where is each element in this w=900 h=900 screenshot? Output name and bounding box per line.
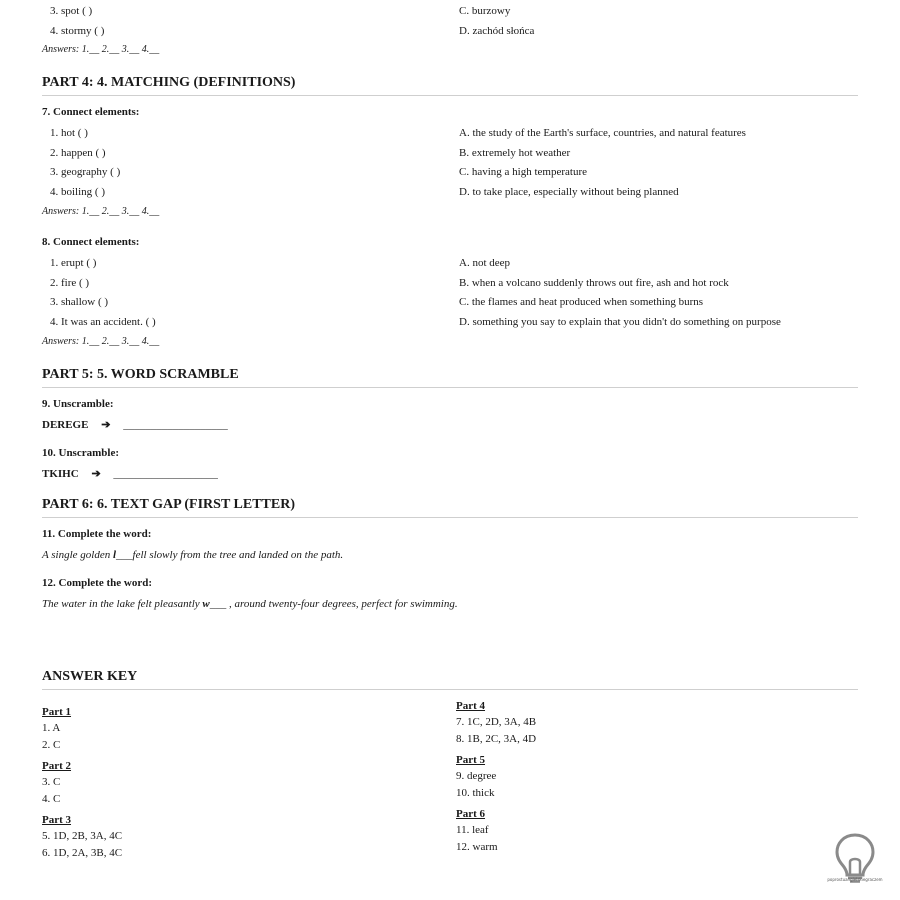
first-letter: w [202,598,210,610]
part3-matching-tail [42,2,858,57]
question-title: 9. Unscramble: [42,398,114,410]
key-group-head: Part 6 [456,808,486,820]
key-item: 4. C [42,792,61,805]
part5-section [42,366,858,388]
answers-line: Answers: 1.__ 2.__ 3.__ 4.__ [42,44,160,56]
question-title: 8. Connect elements: [42,236,140,248]
match-right: C. the flames and heat produced when something burns [459,296,704,309]
question-8 [42,235,858,349]
match-row [42,163,858,183]
key-item: 5. 1D, 2B, 3A, 4C [42,830,123,842]
key-item: 7. 1C, 2D, 3A, 4B [456,716,537,728]
key-item: 9. degree [456,770,497,782]
match-left: 2. happen ( ) [50,146,106,159]
key-item: 8. 1B, 2C, 3A, 4D [456,732,537,745]
answers-line: Answers: 1.__ 2.__ 3.__ 4.__ [42,205,160,217]
match-right: D. zachód słońca [459,24,535,37]
key-item: 6. 1D, 2A, 3B, 4C [42,846,123,859]
question-12 [42,576,858,611]
question-title: 10. Unscramble: [42,447,119,459]
match-left: 2. fire ( ) [50,276,90,289]
match-row [42,293,858,313]
question-9 [42,397,858,432]
key-group [456,752,536,801]
key-group-head: Part 1 [42,706,72,718]
question-7 [42,105,858,219]
key-group-head: Part 5 [456,754,486,766]
part4-section [42,74,858,96]
key-item: 11. leaf [456,824,489,836]
part-title: PART 5: 5. WORD SCRAMBLE [42,366,858,388]
key-item: 12. warm [456,840,498,853]
match-row [42,313,858,333]
match-right: A. the study of the Earth's surface, countries, and natural features [459,127,746,139]
key-item: 1. A [42,722,61,734]
answer-key-title: ANSWER KEY [42,668,858,690]
part-title: PART 6: 6. TEXT GAP (FIRST LETTER) [42,496,858,518]
key-group [42,812,122,861]
answers-line: Answers: 1.__ 2.__ 3.__ 4.__ [42,335,160,347]
match-right: B. extremely hot weather [459,146,571,159]
sentence-before: The water in the lake felt pleasantly [42,598,203,610]
scramble-line [42,418,858,432]
key-item: 3. C [42,776,61,788]
match-left: 3. spot ( ) [50,5,93,17]
key-group [456,698,536,747]
match-right: C. having a high temperature [459,166,587,179]
match-row [42,254,858,274]
match-row [42,274,858,294]
answer-blank[interactable]: ___________________ [123,419,228,431]
match-left: 4. boiling ( ) [50,186,105,199]
answer-key-section [42,668,858,690]
match-left: 4. stormy ( ) [50,24,105,37]
match-right: D. to take place, especially without being planned [459,186,679,199]
key-item: 10. thick [456,786,495,799]
question-10 [42,446,858,481]
part6-section [42,496,858,518]
answer-key-left-column [42,704,122,861]
scramble-line [42,467,858,481]
match-right: A. not deep [459,257,511,269]
match-row [42,144,858,164]
match-right: D. something you say to explain that you didn't do something on purpose [459,316,781,329]
match-left: 1. hot ( ) [50,127,88,139]
question-11 [42,527,858,562]
match-left: 1. erupt ( ) [50,257,97,269]
match-row [42,22,858,42]
key-group [42,758,122,807]
sentence-before: A single golden [42,549,113,561]
sentence-after[interactable]: ___ , around twenty-four degrees, perfect for swimming. [209,598,458,610]
match-row [42,183,858,203]
match-left: 3. geography ( ) [50,166,121,179]
gap-sentence [42,548,858,562]
key-group-head: Part 4 [456,700,486,712]
part-title: PART 4: 4. MATCHING (DEFINITIONS) [42,74,858,96]
key-group-head: Part 3 [42,814,72,826]
first-letter: l [112,549,117,561]
key-group [456,806,536,855]
match-left: 4. It was an accident. ( ) [50,316,156,329]
arrow-icon: ➔ [101,419,111,431]
arrow-icon: ➔ [91,468,101,480]
sentence-after[interactable]: ___fell slowly from the tree and landed on the path. [116,549,344,561]
logo-text: poprostuangielskiegraczem [827,877,883,882]
match-left: 3. shallow ( ) [50,296,109,309]
key-group [42,704,122,753]
question-title: 7. Connect elements: [42,106,140,118]
key-group-head: Part 2 [42,760,72,772]
scrambled-word: DEREGE [42,419,89,431]
match-row [42,124,858,144]
answer-key-right-column [456,698,536,855]
scrambled-word: TKIHC [42,468,79,480]
question-title: 12. Complete the word: [42,577,152,589]
match-right: C. burzowy [459,5,511,17]
match-row [42,2,858,22]
key-item: 2. C [42,738,61,751]
match-right: B. when a volcano suddenly throws out fire, ash and hot rock [459,276,729,289]
question-title: 11. Complete the word: [42,528,152,540]
gap-sentence [42,597,858,611]
answer-blank[interactable]: ___________________ [113,468,218,480]
